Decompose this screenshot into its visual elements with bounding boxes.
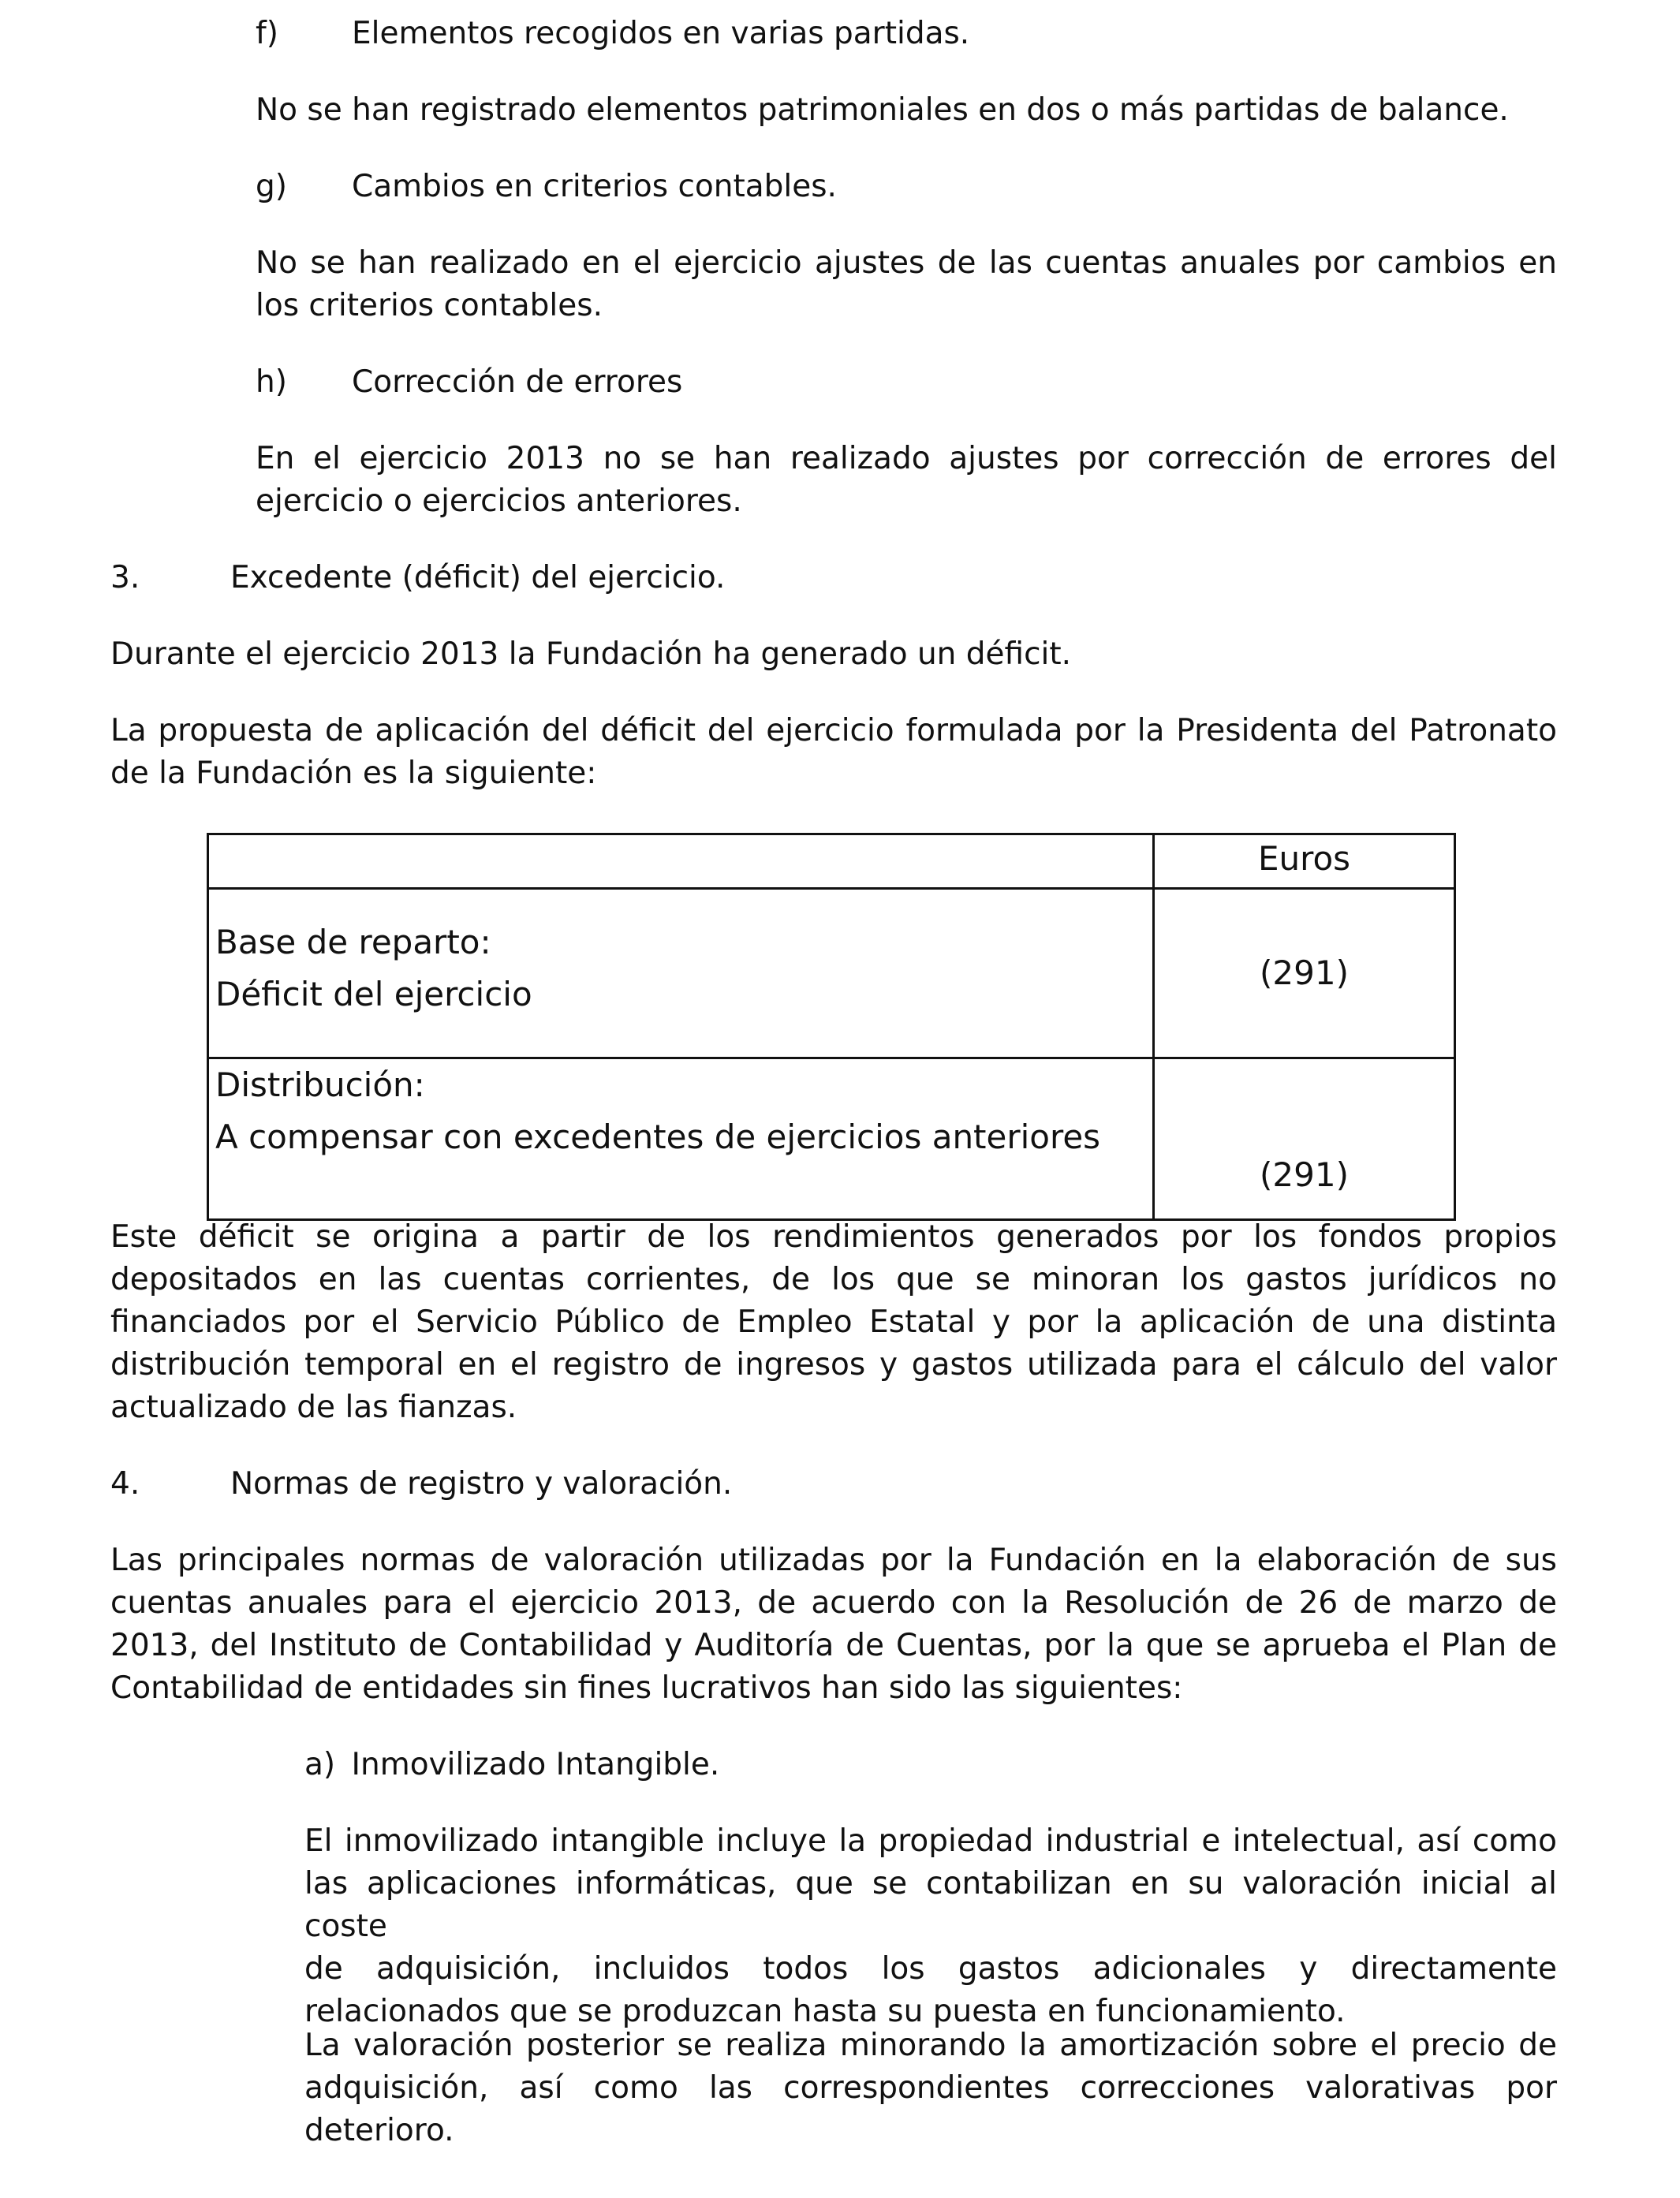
table-row xyxy=(208,1058,1455,1220)
item-h-heading xyxy=(256,361,682,404)
section-4-para xyxy=(110,1539,1557,1710)
section-4-line: 2013, del Instituto de Contabilidad y Auditoría de Cuentas, por la que se aprueba el Plan de xyxy=(110,1628,1557,1663)
table-header-blank xyxy=(208,834,1154,889)
deficit-line: actualizado de las fianzas. xyxy=(110,1390,517,1425)
section-4-heading xyxy=(110,1463,733,1506)
item-g-title: Cambios en criterios contables. xyxy=(352,169,837,204)
item-h-marker: h) xyxy=(256,364,287,400)
item-g-text xyxy=(256,242,1557,327)
item-a-marker: a) xyxy=(304,1747,336,1782)
item-a-heading xyxy=(304,1744,719,1786)
section-3-para2-line: de la Fundación es la siguiente: xyxy=(110,756,597,791)
item-h-text xyxy=(256,438,1557,523)
row-distribution-label: Distribución: xyxy=(215,1065,425,1104)
item-a-para2-line: La valoración posterior se realiza minorando la amortización sobre el precio de xyxy=(304,2028,1557,2063)
table-row xyxy=(208,889,1455,1058)
item-f-heading xyxy=(256,13,969,55)
item-g-line: No se han realizado en el ejercicio ajustes de las cuentas anuales por cambios en xyxy=(256,245,1557,281)
deficit-explanation xyxy=(110,1216,1557,1429)
section-4-number: 4. xyxy=(110,1466,140,1502)
section-3-heading xyxy=(110,557,726,599)
application-table xyxy=(207,833,1456,1221)
table-row-label xyxy=(208,1058,1154,1220)
item-a-para1-line: El inmovilizado intangible incluye la propiedad industrial e intelectual, así como xyxy=(304,1823,1557,1859)
item-g-line: los criterios contables. xyxy=(256,288,603,323)
table-header-row xyxy=(208,834,1455,889)
item-f-title: Elementos recogidos en varias partidas. xyxy=(352,16,970,51)
item-a-para1-line: de adquisición, incluidos todos los gastos adicionales y directamente xyxy=(304,1951,1557,1987)
item-h-line: ejercicio o ejercicios anteriores. xyxy=(256,483,742,519)
section-4-title: Normas de registro y valoración. xyxy=(230,1466,733,1502)
item-a-para2 xyxy=(304,2024,1557,2152)
deficit-line: financiados por el Servicio Público de Empleo Estatal y por la aplicación de una distinta xyxy=(110,1304,1557,1340)
table-row-label xyxy=(208,889,1154,1058)
item-a-para2-line: deterioro. xyxy=(304,2113,454,2148)
item-g-marker: g) xyxy=(256,169,287,204)
section-4-line: Contabilidad de entidades sin fines lucrativos han sido las siguientes: xyxy=(110,1670,1183,1706)
section-3-para1: Durante el ejercicio 2013 la Fundación ha generado un déficit. xyxy=(110,636,1072,672)
item-f-line: No se han registrado elementos patrimoniales en dos o más partidas de balance. xyxy=(256,92,1509,128)
item-a-title: Inmovilizado Intangible. xyxy=(351,1747,720,1782)
item-g-heading xyxy=(256,166,837,208)
section-4-line: cuentas anuales para el ejercicio 2013, de acuerdo con la Resolución de 26 de marzo de xyxy=(110,1585,1557,1621)
item-a-para1-line: las aplicaciones informáticas, que se contabilizan en su valoración inicial al coste xyxy=(304,1866,1557,1944)
section-3-number: 3. xyxy=(110,560,140,595)
item-a-para1-line: relacionados que se produzcan hasta su puesta en funcionamiento. xyxy=(304,1994,1346,2029)
row-compensate-value: (291) xyxy=(1154,1058,1455,1220)
row-base-label: Base de reparto: xyxy=(215,923,491,961)
item-h-title: Corrección de errores xyxy=(352,364,683,400)
item-f-text xyxy=(256,89,1557,132)
section-3-title: Excedente (déficit) del ejercicio. xyxy=(230,560,726,595)
deficit-line: Este déficit se origina a partir de los rendimientos generados por los fondos propios xyxy=(110,1219,1557,1255)
deficit-line: depositados en las cuentas corrientes, de los que se minoran los gastos jurídicos no xyxy=(110,1262,1557,1297)
item-h-line: En el ejercicio 2013 no se han realizado ajustes por corrección de errores del xyxy=(256,441,1557,476)
row-compensate-label: A compensar con excedentes de ejercicios anteriores xyxy=(215,1118,1101,1156)
item-f-marker: f) xyxy=(256,16,278,51)
item-a-para1 xyxy=(304,1820,1557,2033)
row-deficit-value: (291) xyxy=(1154,889,1455,1058)
item-a-para2-line: adquisición, así como las correspondientes correcciones valorativas por xyxy=(304,2070,1557,2106)
section-3-para2-line: La propuesta de aplicación del déficit del ejercicio formulada por la Presidenta del Patronato xyxy=(110,713,1557,748)
row-deficit-label: Déficit del ejercicio xyxy=(215,975,532,1013)
table-header-euros: Euros xyxy=(1154,834,1455,889)
deficit-line: distribución temporal en el registro de ingresos y gastos utilizada para el cálculo del valor xyxy=(110,1347,1557,1383)
section-4-line: Las principales normas de valoración utilizadas por la Fundación en la elaboración de sus xyxy=(110,1543,1557,1578)
section-3-para2 xyxy=(110,710,1557,795)
